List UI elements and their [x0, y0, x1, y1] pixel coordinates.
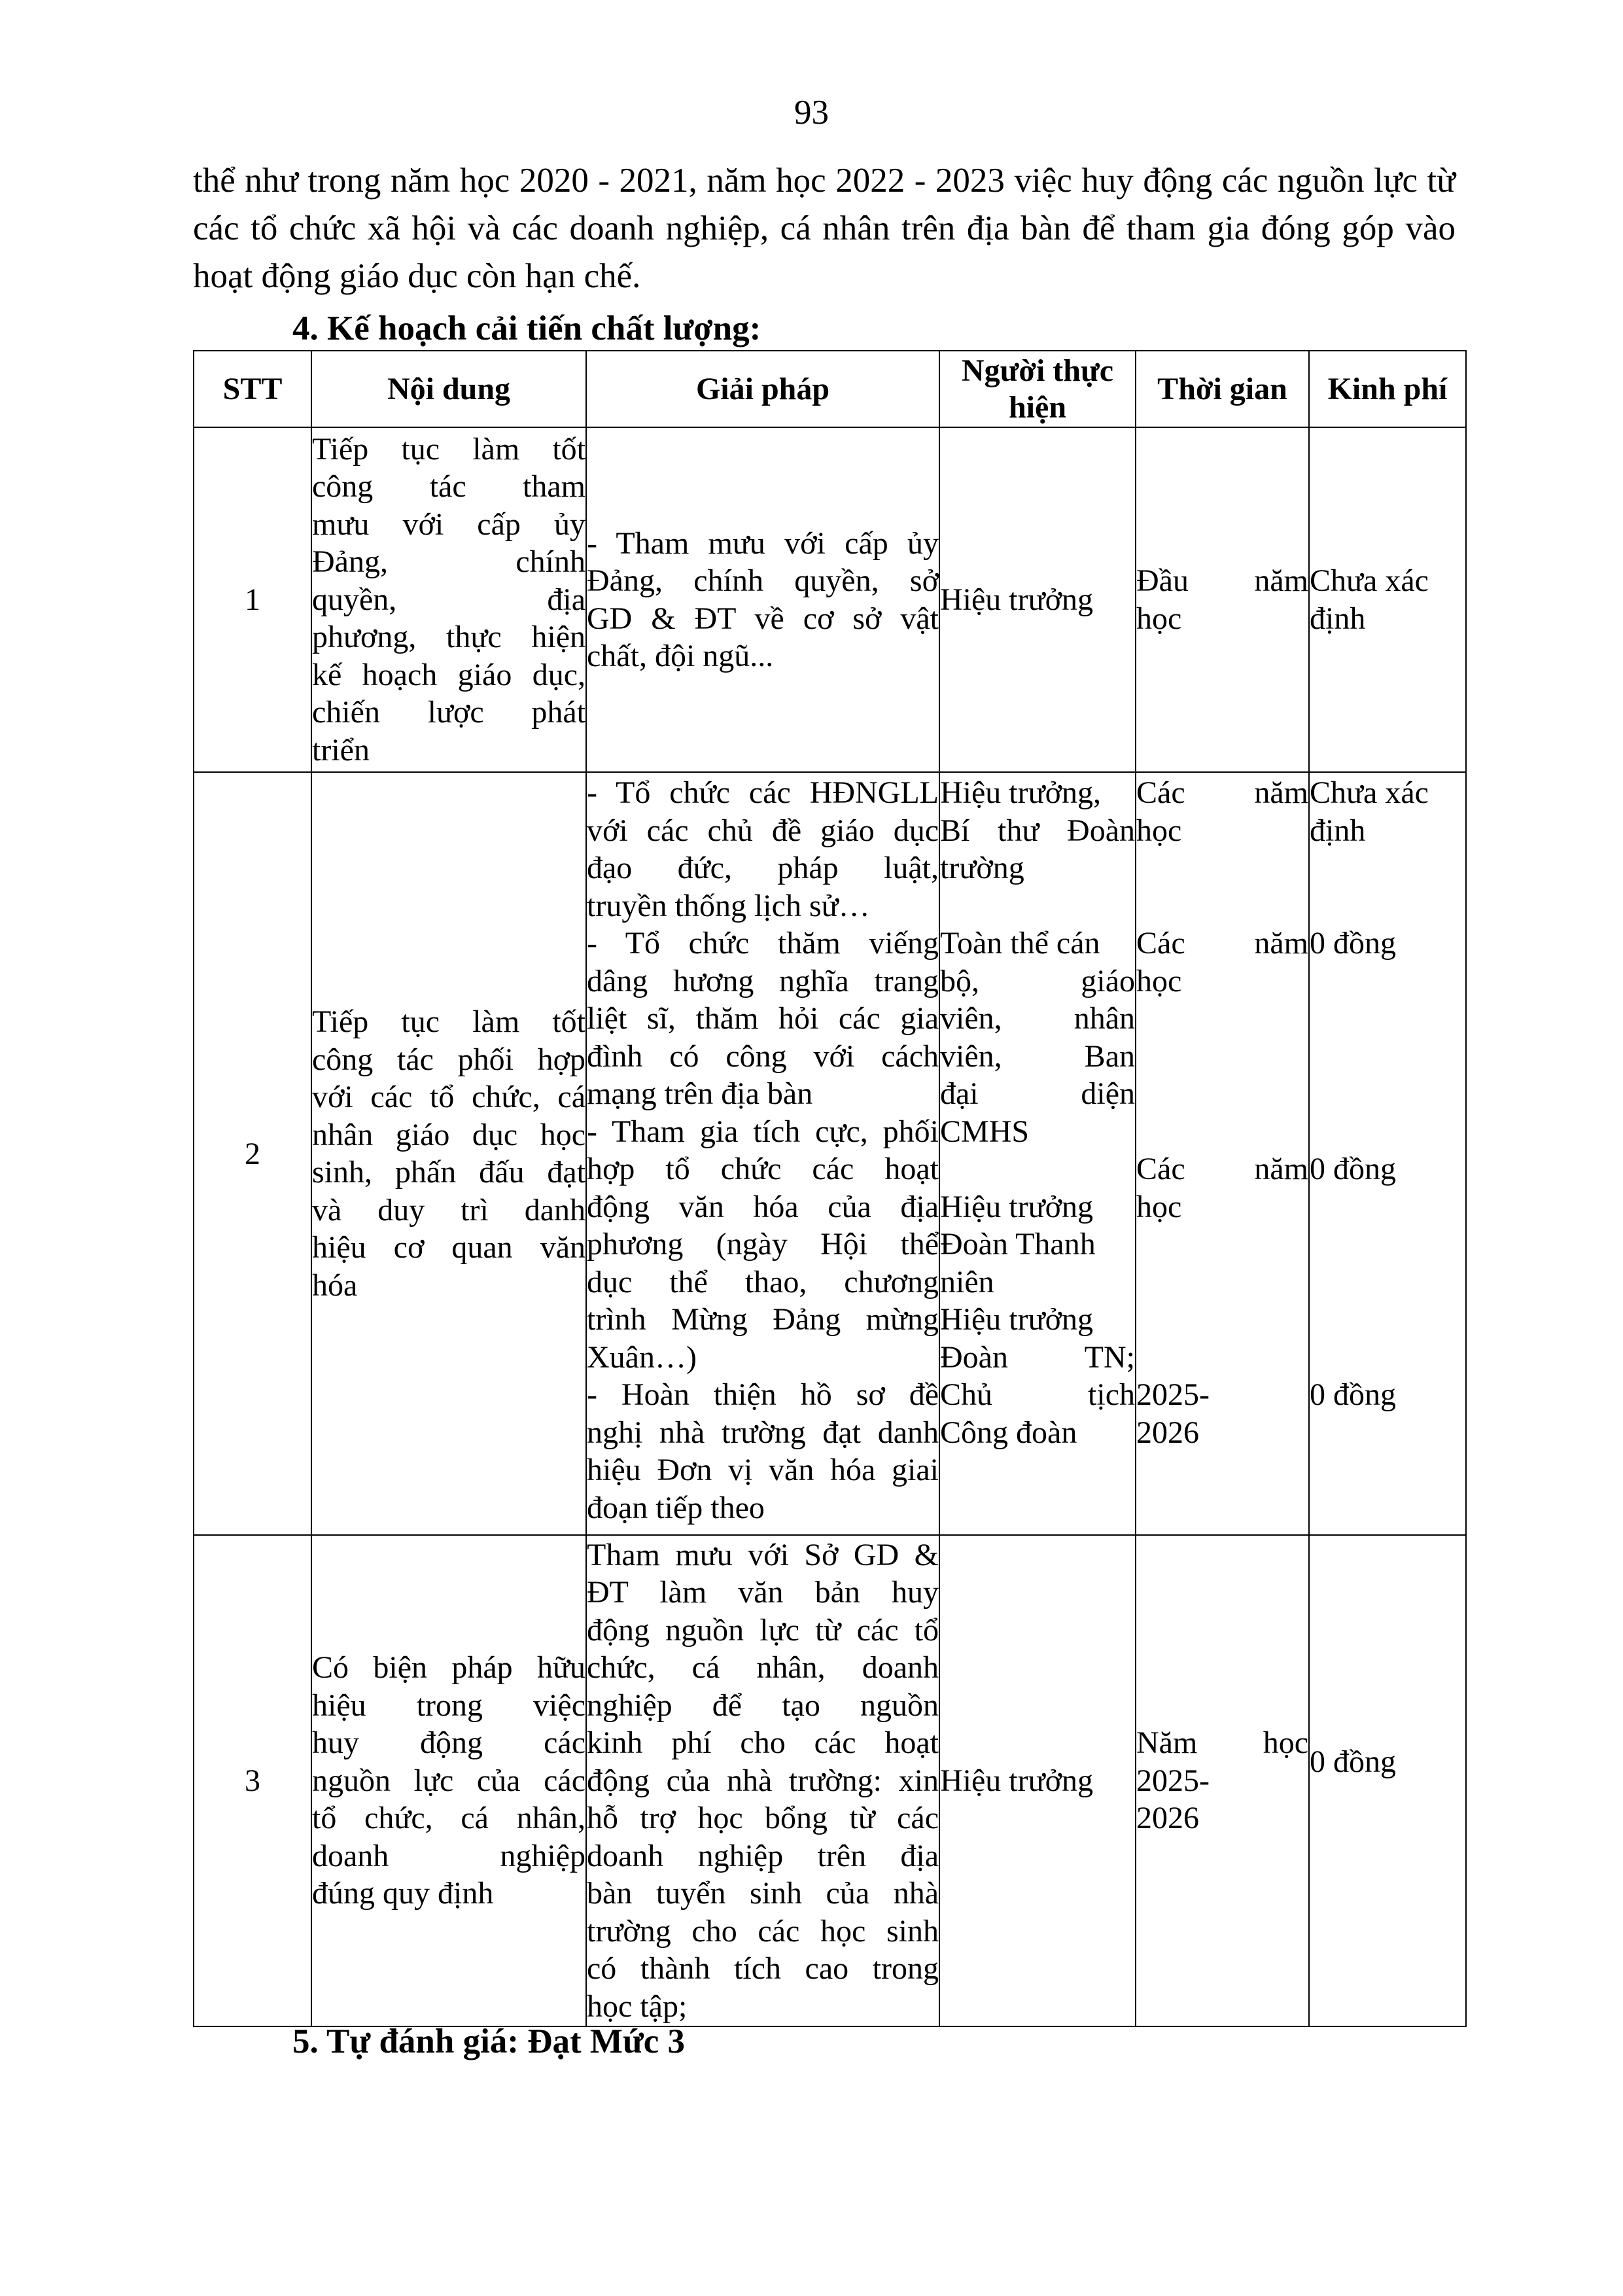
cell-line: Đoàn TN;	[940, 1339, 1135, 1375]
cell-line: Hiệu trưởng	[940, 1302, 1094, 1337]
intro-line: hoạt động giáo dục còn hạn chế.	[193, 257, 641, 295]
row-kinh-phi	[1309, 1535, 1466, 2026]
cell-line: trình Mừng Đảng mừng	[587, 1302, 939, 1337]
cell-line: nghiệp để tạo nguồn	[587, 1687, 939, 1723]
row-stt: 3	[194, 1535, 311, 2026]
cell-line: đại diện	[940, 1076, 1135, 1111]
cell-line: có thành tích cao trong	[587, 1951, 939, 1987]
spacer	[1136, 887, 1308, 925]
cell-line: 2026	[1136, 1415, 1199, 1450]
cell-line: công tác tham	[312, 469, 585, 504]
spacer	[1310, 1000, 1465, 1038]
row-kinh-phi	[1309, 427, 1466, 772]
cell-line: viên, Ban	[940, 1038, 1135, 1074]
cell-line: hỗ trợ học bổng từ các	[587, 1801, 939, 1836]
cell-line: mạng trên địa bàn	[587, 1076, 813, 1111]
cell-line: học tập;	[587, 1988, 688, 2024]
quality-improvement-table	[193, 350, 1467, 2027]
cell-line: 2025-	[1136, 1763, 1210, 1798]
cell-line: dâng hương nghĩa trang	[587, 963, 939, 998]
spacer	[1310, 849, 1465, 887]
cell-line: Đầu năm	[1136, 563, 1308, 598]
spacer	[1136, 1263, 1308, 1301]
cell-line: Tiếp tục làm tốt	[312, 1004, 585, 1039]
row-nguoi-thuc-hien	[939, 427, 1136, 772]
spacer	[1310, 887, 1465, 925]
cell-line: hiệu trong việc	[312, 1687, 585, 1723]
cell-line: đạo đức, pháp luật,	[587, 851, 939, 885]
cell-line: Các năm	[1136, 1152, 1308, 1186]
cell-line: phương, thực hiện	[312, 620, 585, 655]
intro-line: các tổ chức xã hội và các doanh nghiệp, cá nhân trên địa bàn để tham gia đóng góp vào	[193, 209, 1456, 247]
cell-line: niên	[940, 1264, 994, 1299]
cell-line: - Tổ chức thăm viếng	[587, 926, 939, 961]
table-header-row	[194, 351, 1466, 427]
spacer	[1136, 1226, 1308, 1263]
cell-line: Hiệu trưởng	[940, 1763, 1094, 1798]
spacer	[1310, 963, 1465, 1000]
cell-line: dục thể thao, chương	[587, 1264, 939, 1299]
cell-line: Toàn thể cán	[940, 926, 1100, 961]
cell-line: phương (ngày Hội thể	[587, 1227, 939, 1262]
cell-line: - Tổ chức các HĐNGLL	[587, 775, 939, 810]
spacer	[1136, 1301, 1308, 1339]
cell-line: liệt sĩ, thăm hỏi các gia	[587, 1001, 939, 1036]
spacer	[1136, 1075, 1308, 1113]
header-thoi-gian: Thời gian	[1136, 351, 1309, 427]
header-noi-dung: Nội dung	[311, 351, 586, 427]
cell-line: Chủ tịch	[940, 1377, 1135, 1412]
cell-line: hiệu Đơn vị văn hóa giai	[587, 1453, 939, 1487]
spacer	[1310, 1188, 1465, 1226]
row-noi-dung	[311, 772, 586, 1535]
cell-line: định	[1310, 601, 1366, 636]
row-stt: 1	[194, 427, 311, 772]
row-noi-dung	[311, 1535, 586, 2026]
cell-line: Công đoàn	[940, 1415, 1077, 1450]
row-thoi-gian	[1136, 1535, 1309, 2026]
cell-line: Các năm	[1136, 926, 1308, 961]
spacer	[1136, 1038, 1308, 1076]
cell-line: kinh phí cho các hoạt	[587, 1725, 939, 1761]
spacer	[1310, 1113, 1465, 1151]
spacer	[1136, 1113, 1308, 1151]
row-giai-phap	[586, 427, 939, 772]
spacer	[1136, 1339, 1308, 1377]
cell-line: CMHS	[940, 1114, 1030, 1149]
cell-line: Chưa xác	[1310, 563, 1429, 598]
header-giai-phap: Giải pháp	[586, 351, 939, 427]
cell-line: và duy trì danh	[312, 1192, 585, 1227]
row-giai-phap	[586, 1535, 939, 2026]
cell-line: Bí thư Đoàn	[940, 813, 1135, 848]
cell-line: học	[1136, 963, 1182, 998]
cell-line: học	[1136, 1189, 1182, 1224]
cell-line: công tác phối hợp	[312, 1042, 585, 1077]
cell-line: doanh nghiệp trên địa	[587, 1838, 939, 1873]
cell-line: bộ, giáo	[940, 963, 1135, 998]
cell-line: học	[1136, 813, 1182, 848]
cell-line: truyền thống lịch sử…	[587, 888, 870, 923]
header-nguoi-thuc-hien-line: Người thực	[961, 353, 1114, 388]
cell-line: Đảng, chính	[312, 544, 585, 580]
cell-line: hợp tổ chức các hoạt	[587, 1152, 939, 1186]
header-stt: STT	[194, 351, 311, 427]
spacer	[1310, 1301, 1465, 1339]
cell-line: chất, đội ngũ...	[587, 639, 774, 673]
row-thoi-gian	[1136, 772, 1309, 1535]
header-kinh-phi: Kinh phí	[1309, 351, 1466, 427]
cell-line: bàn tuyển sinh của nhà	[587, 1876, 939, 1911]
row-noi-dung	[311, 427, 586, 772]
cell-line: hiệu cơ quan văn	[312, 1230, 585, 1265]
cell-line: nhân giáo dục học	[312, 1117, 585, 1152]
cell-line: định	[1310, 813, 1366, 848]
cell-line: - Tham mưu với cấp ủy	[587, 525, 939, 561]
row-nguoi-thuc-hien	[939, 1535, 1136, 2026]
cell-line: ĐT làm văn bản huy	[587, 1575, 939, 1610]
cell-line: 0 đồng	[1310, 1152, 1396, 1186]
cell-line: - Tham gia tích cực, phối	[587, 1114, 939, 1149]
cell-line: học	[1136, 601, 1182, 636]
cell-line: kế hoạch giáo dục,	[312, 657, 585, 692]
cell-line: Hiệu trưởng	[940, 1189, 1094, 1224]
spacer	[1310, 1339, 1465, 1377]
header-nguoi-thuc-hien	[939, 351, 1136, 427]
cell-line: với các tổ chức, cá	[312, 1080, 585, 1114]
cell-line: Năm học	[1136, 1725, 1308, 1761]
cell-line: tổ chức, cá nhân,	[312, 1801, 585, 1836]
cell-line: Tiếp tục làm tốt	[312, 431, 585, 467]
section-4-heading: 4. Kế hoạch cải tiến chất lượng:	[292, 309, 761, 347]
cell-line: động nguồn lực từ các tổ	[587, 1612, 939, 1648]
row-stt: 2	[194, 772, 311, 1535]
spacer	[1136, 849, 1308, 887]
cell-line: 2025-	[1136, 1377, 1210, 1412]
table-row	[194, 772, 1466, 1535]
cell-line: hóa	[312, 1267, 358, 1303]
spacer	[940, 1150, 1135, 1188]
row-giai-phap	[586, 772, 939, 1535]
cell-line: Xuân…)	[587, 1339, 697, 1375]
cell-line: mưu với cấp ủy	[312, 506, 585, 542]
cell-line: Các năm	[1136, 775, 1308, 810]
cell-line: Đảng, chính quyền, sở	[587, 563, 939, 598]
cell-line: Chưa xác	[1310, 775, 1429, 810]
page-number: 93	[794, 94, 829, 132]
cell-line: với các chủ đề giáo dục	[587, 813, 939, 848]
row-nguoi-thuc-hien	[939, 772, 1136, 1535]
table-row	[194, 427, 1466, 772]
cell-line: 0 đồng	[1310, 926, 1396, 961]
cell-line: 0 đồng	[1310, 1377, 1396, 1412]
intro-line: thể như trong năm học 2020 - 2021, năm học 2022 - 2023 việc huy động các nguồn lực từ	[193, 162, 1456, 200]
cell-line: Có biện pháp hữu	[312, 1650, 585, 1686]
table-row	[194, 1535, 1466, 2026]
cell-line: nguồn lực của các	[312, 1763, 585, 1798]
cell-line: Hiệu trưởng	[940, 582, 1094, 617]
cell-line: nghị nhà trường đạt danh	[587, 1415, 939, 1450]
cell-line: động văn hóa của địa	[587, 1189, 939, 1224]
cell-line: Hiệu trưởng,	[940, 775, 1102, 810]
cell-line: chiến lược phát	[312, 695, 585, 730]
cell-line: đình có công với cách	[587, 1038, 939, 1074]
cell-line: 2026	[1136, 1801, 1199, 1836]
cell-line: doanh nghiệp	[312, 1838, 585, 1873]
row-kinh-phi	[1309, 772, 1466, 1535]
intro-paragraph	[193, 157, 1456, 300]
spacer	[1310, 1263, 1465, 1301]
cell-line: Đoàn Thanh	[940, 1227, 1096, 1262]
cell-line: - Hoàn thiện hồ sơ đề	[587, 1377, 939, 1412]
cell-line: viên, nhân	[940, 1001, 1135, 1036]
cell-line: huy động các	[312, 1725, 585, 1761]
cell-line: động của nhà trường: xin	[587, 1763, 939, 1798]
spacer	[1310, 1226, 1465, 1263]
spacer	[1310, 1075, 1465, 1113]
row-thoi-gian	[1136, 427, 1309, 772]
cell-line: sinh, phấn đấu đạt	[312, 1155, 585, 1190]
header-nguoi-thuc-hien-line: hiện	[1008, 389, 1067, 425]
cell-line: 0 đồng	[1310, 1744, 1396, 1779]
spacer	[1136, 1000, 1308, 1038]
spacer	[1310, 1038, 1465, 1076]
cell-line: triển	[312, 732, 370, 768]
spacer	[940, 887, 1135, 925]
cell-line: GD & ĐT về cơ sở vật	[587, 601, 939, 636]
cell-line: quyền, địa	[312, 582, 585, 617]
cell-line: trường	[940, 851, 1024, 885]
cell-line: đúng quy định	[312, 1876, 494, 1911]
cell-line: trường cho các học sinh	[587, 1913, 939, 1949]
section-5-heading: 5. Tự đánh giá: Đạt Mức 3	[292, 2022, 686, 2060]
cell-line: đoạn tiếp theo	[587, 1490, 765, 1525]
cell-line: Tham mưu với Sở GD &	[587, 1537, 939, 1572]
cell-line: chức, cá nhân, doanh	[587, 1650, 939, 1686]
spacer	[1310, 1781, 1465, 1819]
